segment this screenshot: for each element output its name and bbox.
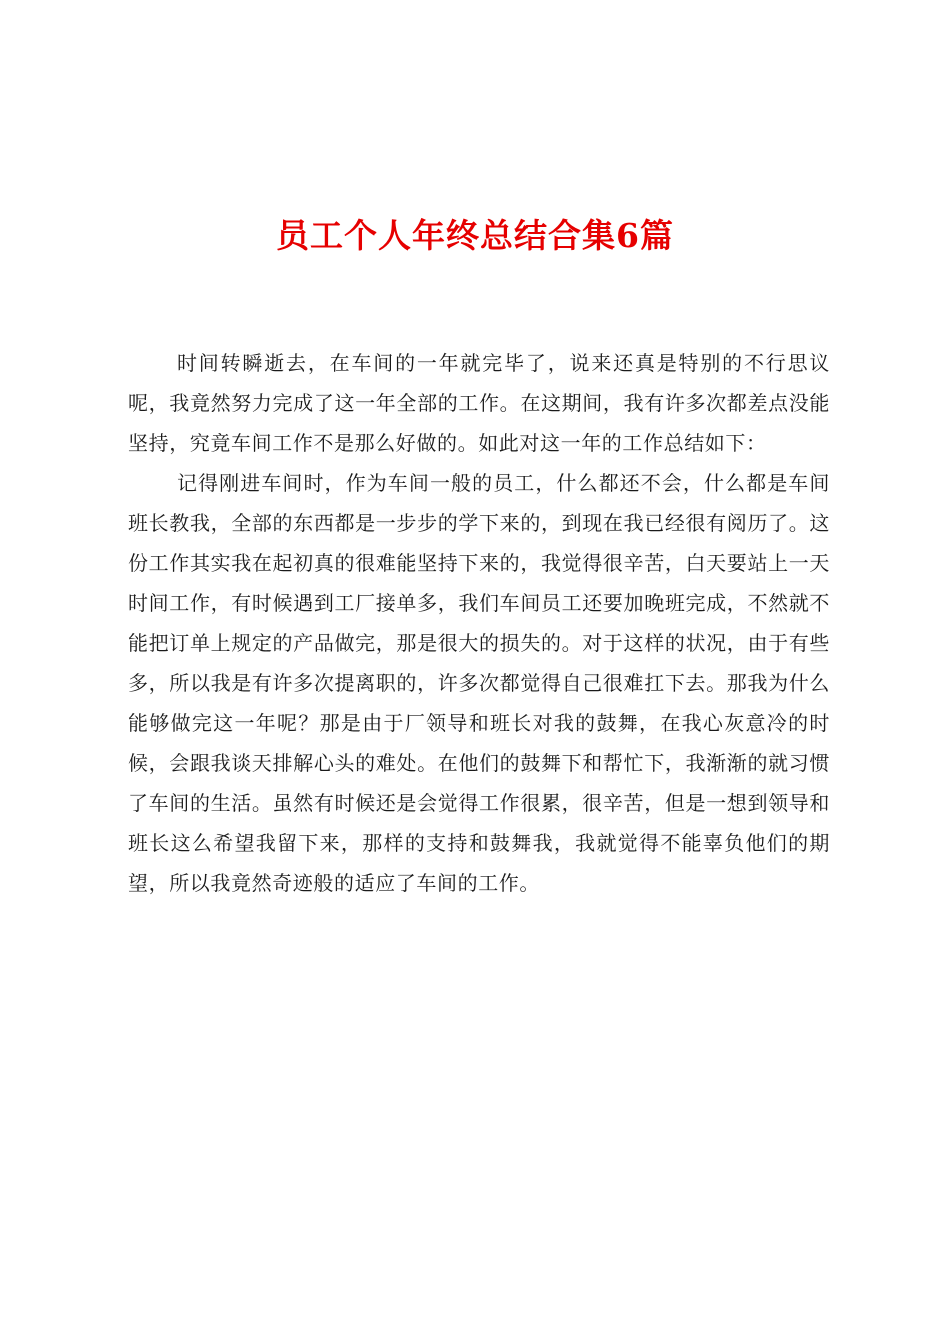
document-title: 员工个人年终总结合集6篇 xyxy=(276,216,674,255)
paragraph-1: 时间转瞬逝去，在车间的一年就完毕了，说来还真是特别的不行思议呢，我竟然努力完成了这一年全部的工作。在这期间，我有许多次都差点没能坚持，究竟车间工作不是那么好做的。如此对这一年的工作总结如下： xyxy=(128,351,830,455)
paragraph-2: 记得刚进车间时，作为车间一般的员工，什么都还不会，什么都是车间班长教我，全部的东西都是一步步的学下来的，到现在我已经很有阅历了。这份工作其实我在起初真的很难能坚持下来的，我觉得很辛苦，白天要站上一天时间工作，有时候遇到工厂接单多，我们车间员工还要加晚班完成，不然就不能把订单上规定的产品做完，那是很大的损失的。对于这样的状况，由于有些多，所以我是有许多次提离职的，许多次都觉得自己很难扛下去。那我为什么能够做完这一年呢？那是由于厂领导和班长对我的鼓舞，在我心灰意冷的时候，会跟我谈天排解心头的难处。在他们的鼓舞下和帮忙下，我渐渐的就习惯了车间的生活。虽然有时候还是会觉得工作很累，很辛苦，但是一想到领导和班长这么希望我留下来，那样的支持和鼓舞我，我就觉得不能辜负他们的期望，所以我竟然奇迹般的适应了车间的工作。 xyxy=(128,471,830,895)
document-body xyxy=(128,343,830,903)
